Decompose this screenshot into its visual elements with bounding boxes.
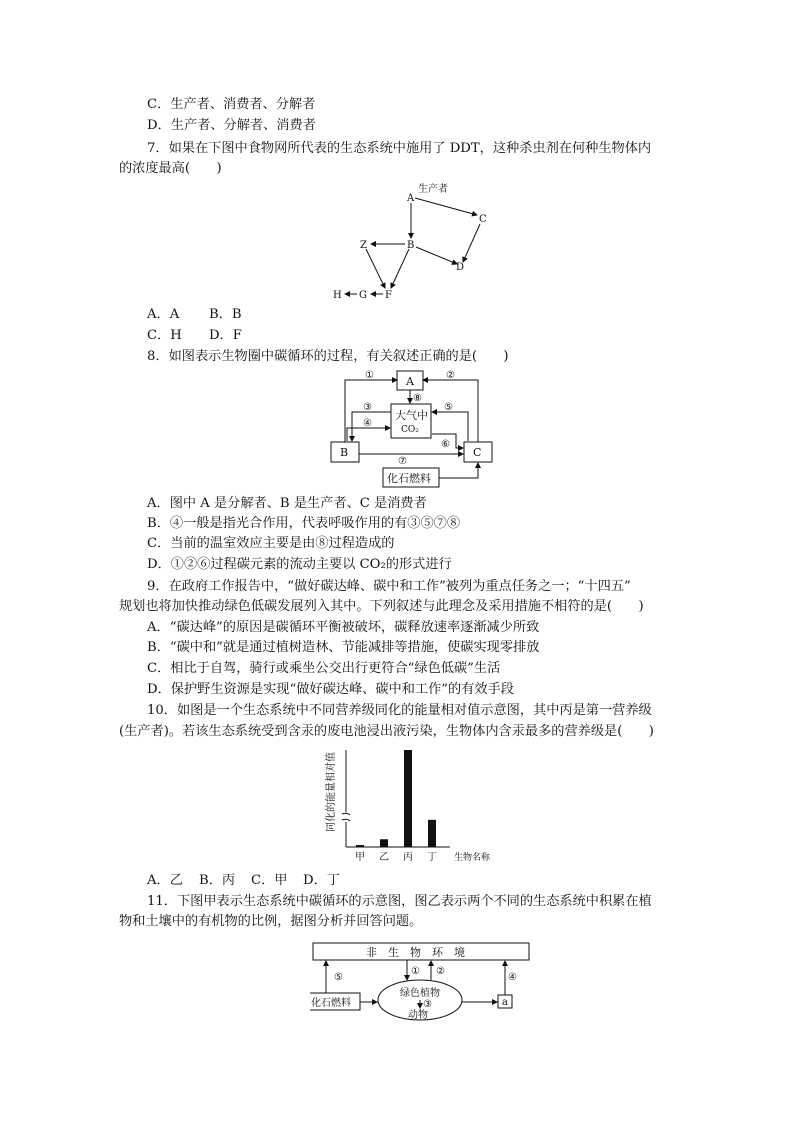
q10-bar-3: [428, 820, 436, 847]
q8-option-a: A．图中 A 是分解者、B 是生产者、C 是消费者: [147, 496, 427, 511]
q10-tick-label-0: 甲: [355, 852, 365, 863]
q10-bars: [356, 750, 436, 847]
q7-node-f: F: [385, 290, 392, 301]
q11-abiotic-label: 非 生 物 环 境: [366, 946, 465, 959]
q7-option-b: B．B: [209, 307, 242, 322]
q10-option-c: C．甲: [251, 873, 288, 888]
q11-arrow-1: ①: [411, 966, 420, 977]
q8-arrow-6: ⑥: [441, 439, 450, 450]
q8-arrow-1: ①: [365, 370, 374, 381]
q7-option-d: D．F: [209, 328, 242, 343]
q9-stem: 9．在政府工作报告中，“做好碳达峰、碳中和工作”被列为重点任务之一；“十四五”: [147, 579, 631, 594]
q8-arrow-5: ⑤: [444, 402, 453, 413]
q10-options-row: [0, 871, 794, 891]
q10-bar-chart: [322, 742, 508, 864]
q7-options-row2: [0, 326, 794, 346]
q11-stem-cont: 物和土壤中的有机物的比例，据图分析并回答问题。: [119, 914, 423, 929]
q10-option-a: A．乙: [147, 873, 183, 888]
q11-animals-label: 动物: [408, 1010, 428, 1021]
q10-tick-label-1: 乙: [379, 852, 389, 863]
q10-chart-ylabel: 同化的能量相对值: [326, 752, 337, 832]
q7-node-b: B: [407, 240, 415, 251]
q8-label-co2-2: CO₂: [401, 425, 419, 435]
q10-stem: 10．如图是一个生态系统中不同营养级同化的能量相对值示意图，其中丙是第一营养级: [147, 703, 652, 718]
q8-arrow-4: ④: [363, 418, 372, 429]
q10-tick-label-3: 丁: [427, 852, 437, 863]
q11-arrow-5: ⑤: [334, 972, 343, 983]
q8-arrow-3: ③: [363, 402, 372, 413]
q6-option-c: C．生产者、消费者、分解者: [147, 97, 316, 112]
q11-arrow-3: ③: [423, 999, 432, 1010]
q7-node-c: C: [479, 214, 487, 225]
q10-bar-2: [404, 750, 412, 847]
q9-option-d: D．保护野生资源是实现“做好碳达峰、碳中和工作”的有效手段: [147, 682, 514, 697]
q8-option-b: B．④一般是指光合作用，代表呼吸作用的有③⑤⑦⑧: [147, 516, 461, 531]
q8-label-c: C: [473, 446, 482, 459]
q7-node-h: H: [333, 290, 342, 301]
q8-arrow-7: ⑦: [398, 456, 407, 467]
q8-option-d: D．①②⑥过程碳元素的流动主要以 CO₂的形式进行: [147, 557, 452, 572]
q7-stem: 7．如果在下图中食物网所代表的生态系统中施用了 DDT，这种杀虫剂在何种生物体内: [147, 141, 652, 156]
q8-carbon-cycle-diagram: [328, 368, 496, 493]
q8-label-co2-1: 大气中: [395, 409, 428, 422]
q10-stem-cont: (生产者)。若该生态系统受到含汞的废电池浸出液污染，生物体内含汞最多的营养级是( ): [119, 724, 654, 739]
q8-option-c: C．当前的温室效应主要是由⑧过程造成的: [147, 536, 395, 551]
q9-stem-cont: 规划也将加快推动绿色低碳发展列入其中。下列叙述与此理念及采用措施不相符的是( ): [119, 599, 644, 614]
q10-option-d: D．丁: [303, 873, 340, 888]
q7-node-a: A: [407, 193, 415, 204]
q7-node-d: D: [456, 262, 465, 273]
q10-bar-1: [380, 839, 388, 847]
q7-node-g: G: [359, 290, 367, 301]
q8-label-b: B: [340, 446, 349, 459]
q8-arrow-8: ⑧: [413, 393, 422, 404]
q11-plants-label: 绿色植物: [400, 988, 440, 999]
q7-option-c: C．H: [147, 328, 182, 343]
q7-producer-label: 生产者: [418, 184, 448, 195]
q10-axis-break: [342, 813, 350, 821]
q11-stem: 11．下图甲表示生态系统中碳循环的示意图，图乙表示两个不同的生态系统中积累在植: [147, 894, 652, 909]
q10-chart-xlabel: 生物名称: [454, 853, 491, 863]
q11-fuel-label: 化石燃料: [311, 998, 351, 1009]
q7-food-web-diagram: [325, 178, 505, 308]
q7-stem-cont: 的浓度最高( ): [119, 161, 222, 176]
q10-tick-labels: [355, 851, 437, 863]
q8-label-a: A: [406, 375, 414, 388]
q7-node-z: Z: [360, 240, 367, 251]
q10-option-b: B．丙: [199, 873, 236, 888]
q9-option-c: C．相比于自驾，骑行或乘坐公交出行更符合“绿色低碳”生活: [147, 661, 501, 676]
q11-arrow-4: ④: [508, 972, 517, 983]
q7-option-a: A．A: [147, 307, 180, 322]
q8-label-fuel: 化石燃料: [387, 472, 431, 485]
q10-tick-label-2: 丙: [403, 852, 413, 863]
q9-option-b: B．“碳中和”就是通过植树造林、节能减排等措施，使碳实现零排放: [147, 640, 540, 655]
q7-options-row1: [0, 305, 794, 325]
q11-arrow-2: ②: [436, 966, 445, 977]
q6-option-d: D．生产者、分解者、消费者: [147, 118, 316, 133]
q9-option-a: A．“碳达峰”的原因是碳循环平衡被破坏，碳释放速率逐渐减少所致: [147, 620, 540, 635]
q11-a-label: a: [502, 997, 508, 1008]
q10-bar-0: [356, 845, 364, 847]
q8-arrow-2: ②: [446, 370, 455, 381]
q11-carbon-cycle-diagram: [310, 938, 532, 1024]
q8-stem: 8．如图表示生物圈中碳循环的过程，有关叙述正确的是( ): [147, 349, 509, 364]
